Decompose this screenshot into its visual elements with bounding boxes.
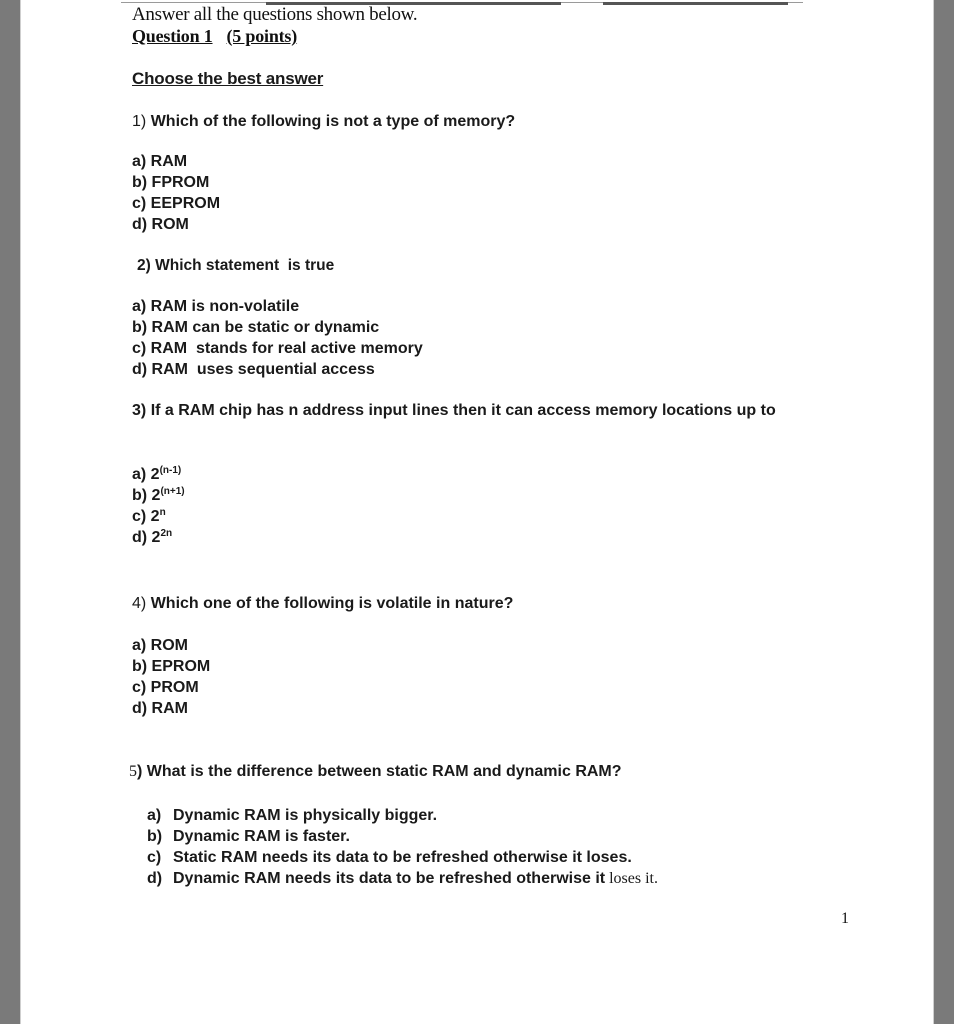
option-a: a) ROM bbox=[132, 637, 188, 654]
document-page bbox=[20, 0, 934, 1024]
question-heading-points: (5 points) bbox=[226, 26, 298, 46]
question-5 bbox=[129, 763, 622, 781]
option-d: d) $2^{2n}$ bbox=[132, 528, 173, 546]
option-c: c) EEPROM bbox=[132, 195, 221, 212]
question-number: 4) bbox=[132, 595, 147, 612]
option-d: d) RAM uses sequential access bbox=[132, 361, 375, 378]
option-d: d) Dynamic RAM needs its data to be refreshed otherwise it loses it. bbox=[147, 870, 658, 887]
option-b: b) $2^{(n+1)}$ bbox=[132, 486, 185, 504]
question-heading-label: Question 1 bbox=[132, 26, 213, 46]
section-title: Choose the best answer bbox=[132, 69, 324, 88]
option-b: b) RAM can be static or dynamic bbox=[132, 319, 380, 336]
question-text: If a RAM chip has n address input lines then it can access memory locations up to bbox=[150, 402, 776, 419]
question-text: Which one of the following is volatile in nature? bbox=[150, 595, 514, 612]
option-d: d) ROM bbox=[132, 216, 189, 233]
question-1-options bbox=[132, 151, 220, 235]
question-2 bbox=[137, 257, 334, 275]
option-a: a) 2$^{(n-1)}$ bbox=[132, 465, 182, 483]
page-number: 1 bbox=[841, 910, 849, 927]
option-c: c) Static RAM needs its data to be refreshed otherwise it loses. bbox=[147, 849, 632, 866]
question-number-suffix: ) bbox=[137, 763, 143, 780]
option-c: c) RAM stands for real active memory bbox=[132, 340, 423, 357]
instructions-text: Answer all the questions shown below. bbox=[132, 4, 418, 25]
question-number: 3) bbox=[132, 402, 147, 419]
option-a: a) RAM bbox=[132, 153, 188, 170]
option-a: a) RAM is non-volatile bbox=[132, 298, 300, 315]
question-number: 2) bbox=[137, 257, 151, 274]
question-3 bbox=[132, 400, 872, 422]
option-b: b) Dynamic RAM is faster. bbox=[147, 828, 350, 845]
header-rule bbox=[121, 2, 803, 3]
option-c: c) PROM bbox=[132, 679, 199, 696]
question-text: Which statement is true bbox=[155, 257, 335, 274]
question-number: 1) bbox=[132, 113, 147, 130]
question-4-options bbox=[132, 635, 210, 719]
exponent: (n+1) bbox=[160, 486, 185, 497]
option-b: b) FPROM bbox=[132, 174, 210, 191]
question-5-options bbox=[147, 805, 658, 889]
question-3-options bbox=[132, 464, 185, 548]
question-heading bbox=[132, 26, 297, 47]
exponent: (n-1) bbox=[159, 465, 182, 476]
option-a: a) Dynamic RAM is physically bigger. bbox=[147, 807, 438, 824]
option-b: b) EPROM bbox=[132, 658, 211, 675]
question-text: What is the difference between static RAM and dynamic RAM? bbox=[146, 763, 622, 780]
option-d: d) RAM bbox=[132, 700, 188, 717]
option-c: c) 2$^n$ bbox=[132, 507, 166, 525]
question-1 bbox=[132, 113, 515, 131]
header-rule-segment bbox=[603, 2, 788, 5]
exponent: 2n bbox=[160, 528, 173, 539]
question-text: Which of the following is not a type of memory? bbox=[150, 113, 516, 130]
exponent: n bbox=[159, 507, 166, 518]
question-2-options bbox=[132, 296, 423, 380]
question-number: 5 bbox=[129, 763, 137, 780]
question-4 bbox=[132, 595, 513, 613]
